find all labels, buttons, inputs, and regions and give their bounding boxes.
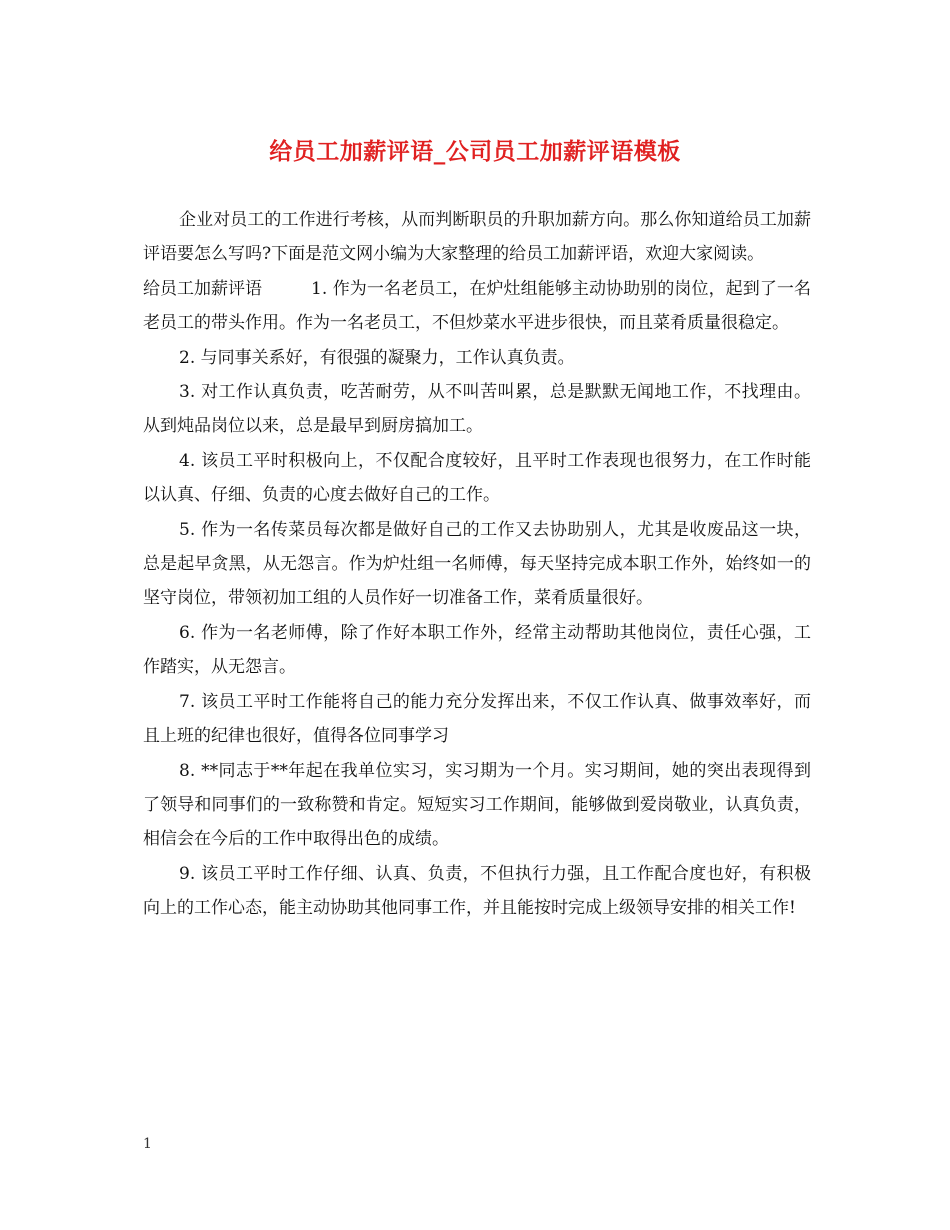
page-number: 1 xyxy=(143,1136,152,1152)
list-item xyxy=(143,272,811,341)
section-label: 给员工加薪评语 xyxy=(143,278,262,299)
list-item: 2. 与同事关系好，有很强的凝聚力，工作认真负责。 xyxy=(179,347,575,368)
list-item: 8. **同志于**年起在我单位实习，实习期为一个月。实习期间，她的突出表现得到了领导和同事们的一致称赞和肯定。短短实习工作期间，能够做到爱岗敬业，认真负责，相信会在今后的工作中取得出色的成绩。 xyxy=(143,760,811,850)
document-body xyxy=(143,203,811,926)
list-item-text: 1. 作为一名老员工，在炉灶组能够主动协助别的岗位，起到了一名老员工的带头作用。作为一名老员工，不但炒菜水平进步很快，而且菜肴质量很稳定。 xyxy=(143,278,811,334)
intro-paragraph: 企业对员工的工作进行考核，从而判断职员的升职加薪方向。那么你知道给员工加薪评语要怎么写吗?下面是范文网小编为大家整理的给员工加薪评语，欢迎大家阅读。 xyxy=(143,210,811,265)
list-item: 4. 该员工平时积极向上，不仅配合度较好，且平时工作表现也很努力，在工作时能以认真、仔细、负责的心度去做好自己的工作。 xyxy=(143,450,811,506)
list-item: 3. 对工作认真负责，吃苦耐劳，从不叫苦叫累，总是默默无闻地工作，不找理由。从到炖品岗位以来，总是最早到厨房搞加工。 xyxy=(143,382,811,437)
list-item: 7. 该员工平时工作能将自己的能力充分发挥出来，不仅工作认真、做事效率好，而且上班的纪律也很好，值得各位同事学习 xyxy=(143,691,811,747)
list-item: 5. 作为一名传菜员每次都是做好自己的工作又去协助别人，尤其是收废品这一块，总是起早贪黑，从无怨言。作为炉灶组一名师傅，每天坚持完成本职工作外，始终如一的坚守岗位，带领初加工组的人员作好一切准备工作，菜肴质量很好。 xyxy=(143,519,811,609)
list-item: 9. 该员工平时工作仔细、认真、负责，不但执行力强，且工作配合度也好，有积极向上的工作心态，能主动协助其他同事工作，并且能按时完成上级领导安排的相关工作! xyxy=(143,863,811,919)
document-title: 给员工加薪评语_公司员工加薪评语模板 xyxy=(269,138,681,165)
list-item: 6. 作为一名老师傅，除了作好本职工作外，经常主动帮助其他岗位，责任心强，工作踏实，从无怨言。 xyxy=(143,622,811,678)
